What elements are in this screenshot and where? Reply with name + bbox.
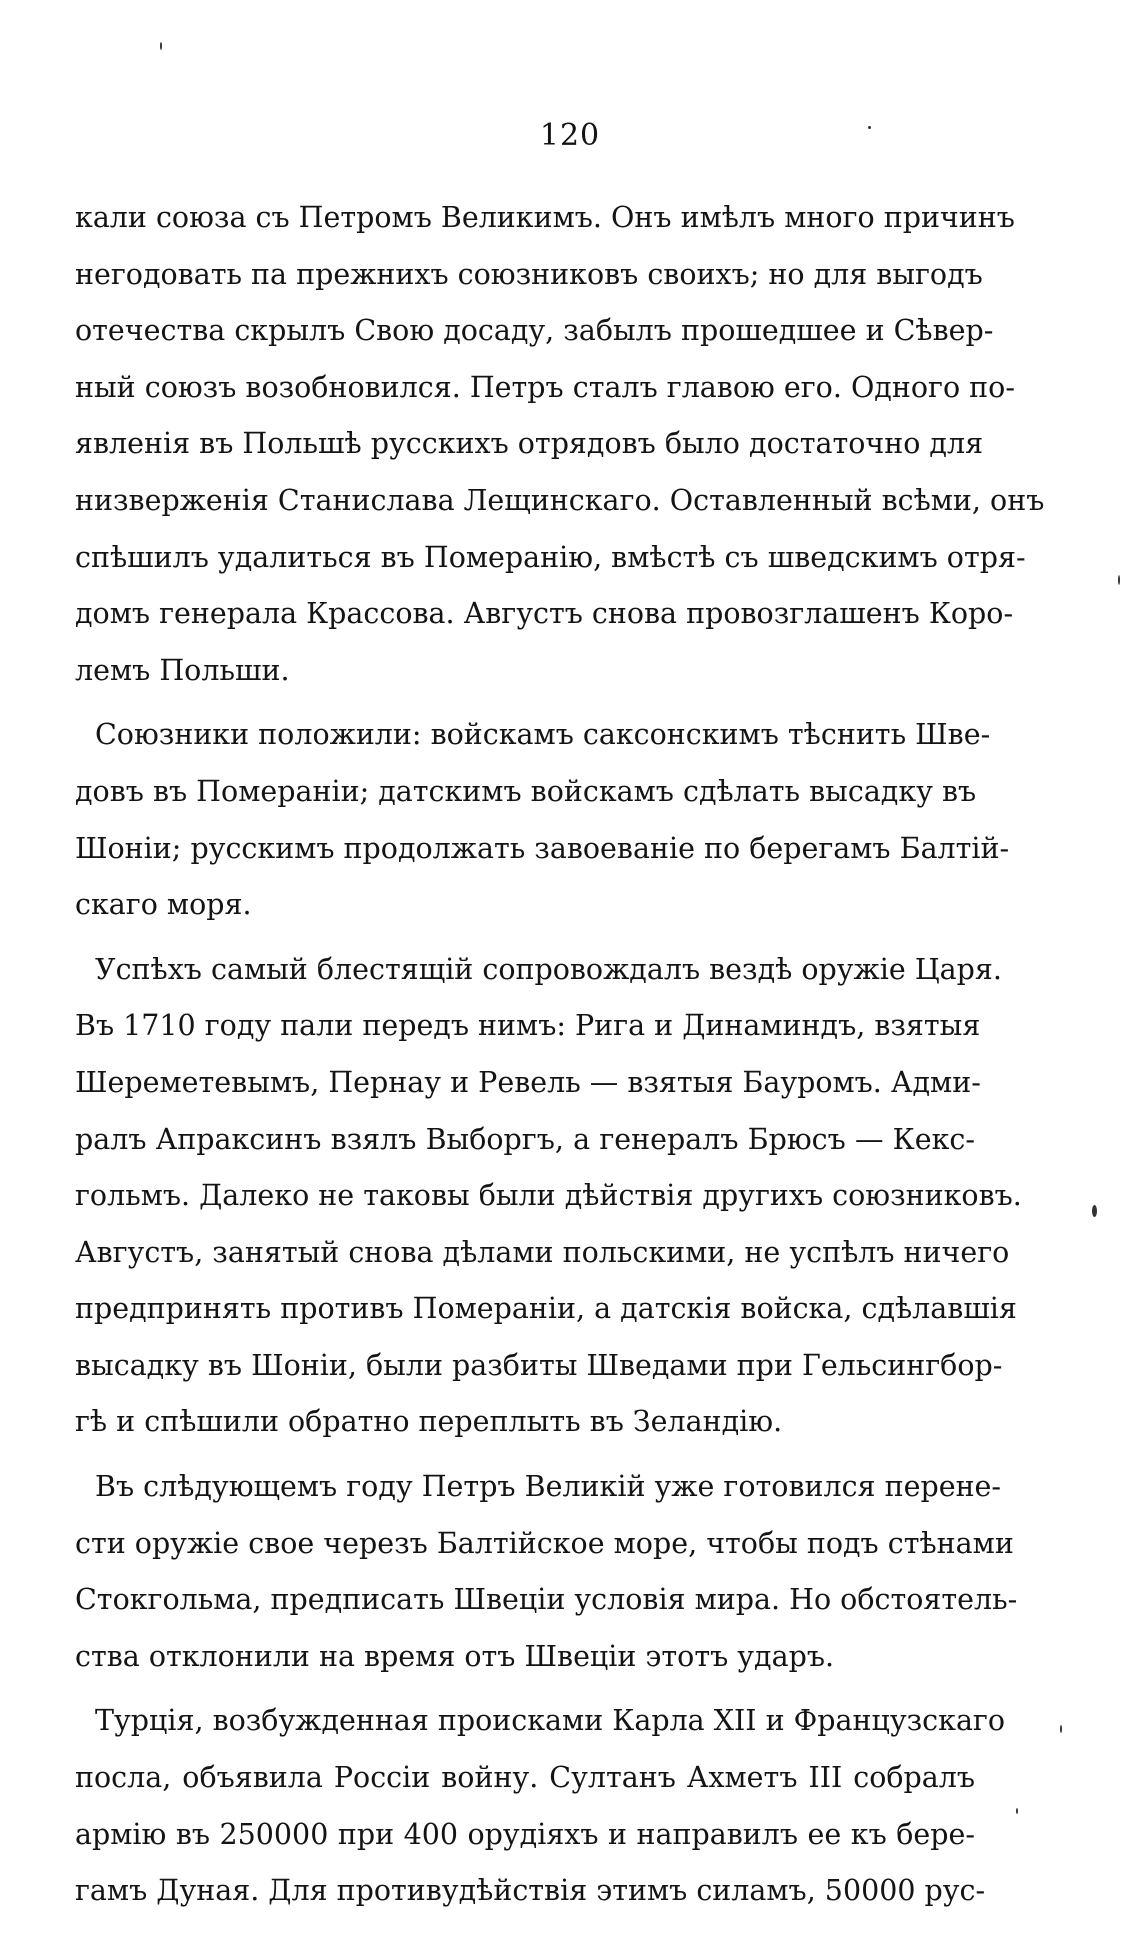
paragraph <box>75 1693 1006 1919</box>
paragraph <box>75 942 1022 1451</box>
page-number: 120 <box>539 118 601 153</box>
text-line: гѣ и спѣшили обратно переплыть въ Зеландію. <box>75 1405 783 1439</box>
text-line: низверженія Станислава Лещинскаго. Оставленный всѣми, онъ <box>75 483 1045 517</box>
text-line: Союзники положили: войскамъ саксонскимъ тѣснить Шве- <box>95 718 991 752</box>
text-line: ства отклонили на время отъ Швеціи этотъ ударъ. <box>75 1639 835 1673</box>
text-line: Августъ, занятый снова дѣлами польскими, не успѣлъ ничего <box>75 1235 1010 1269</box>
text-line: спѣшилъ удалиться въ Померанію, вмѣстѣ съ шведскимъ отря- <box>75 540 1026 574</box>
text-line: негодовать па прежнихъ союзниковъ своихъ; но для выгодъ <box>75 257 983 291</box>
text-line: ный союзъ возобновился. Петръ сталъ главою его. Одного по- <box>75 370 1015 404</box>
text-line: Шереметевымъ, Пернау и Ревель — взятыя Бауромъ. Адми- <box>75 1065 981 1099</box>
text-line: Въ 1710 году пали передъ нимъ: Рига и Динаминдъ, взятыя <box>75 1009 981 1043</box>
paragraph <box>75 1459 1018 1685</box>
scan-speck <box>1092 1205 1097 1217</box>
text-line: явленія въ Польшѣ русскихъ отрядовъ было достаточно для <box>75 427 984 461</box>
text-line: гольмъ. Далеко не таковы были дѣйствія другихъ союзниковъ. <box>75 1179 1022 1213</box>
text-line: Стокгольма, предписать Швеціи условія мира. Но обстоятель- <box>75 1583 1018 1617</box>
scan-speck <box>1016 1808 1018 1814</box>
text-line: сти оружіе свое черезъ Балтійское море, чтобы подъ стѣнами <box>75 1526 1014 1560</box>
scan-speck <box>1060 1725 1062 1733</box>
text-line: кали союза съ Петромъ Великимъ. Онъ имѣлъ много причинъ <box>75 201 1015 234</box>
text-line: довъ въ Помераніи; датскимъ войскамъ сдѣлать высадку въ <box>75 774 977 808</box>
paragraph <box>75 190 1045 699</box>
text-line: ралъ Апраксинъ взялъ Выборгъ, а генералъ Брюсъ — Кекс- <box>75 1122 975 1156</box>
text-line: Шоніи; русскимъ продолжать завоеваніе по берегамъ Балтій- <box>75 831 1010 865</box>
text-line: Въ слѣдующемъ году Петръ Великій уже готовился перене- <box>95 1470 1002 1504</box>
paragraph <box>75 707 1010 933</box>
scan-speck <box>1118 575 1120 585</box>
page-body <box>75 190 1045 1920</box>
text-line: Успѣхъ самый блестящій сопровождалъ вездѣ оружіе Царя. <box>95 952 1002 986</box>
text-line: скаго моря. <box>75 888 252 922</box>
text-line: армію въ 250000 при 400 орудіяхъ и направилъ ее къ бере- <box>75 1817 975 1851</box>
text-line: посла, объявила Россіи войну. Султанъ Ахметъ III собралъ <box>75 1761 975 1795</box>
text-line: высадку въ Шоніи, были разбиты Шведами при Гельсингбор- <box>75 1348 1003 1382</box>
scan-speck <box>868 126 871 129</box>
text-line: лемъ Польши. <box>75 653 290 687</box>
text-line: гамъ Дуная. Для противудѣйствія этимъ силамъ, 50000 рус- <box>75 1874 986 1908</box>
text-line: отечества скрылъ Свою досаду, забылъ прошедшее и Сѣвер- <box>75 314 994 348</box>
text-line: домъ генерала Крассова. Августъ снова провозглашенъ Коро- <box>75 597 1014 631</box>
scan-speck <box>160 42 162 50</box>
text-line: Турція, возбужденная происками Карла XII и Французскаго <box>95 1704 1006 1738</box>
text-line: предпринять противъ Помераніи, а датскія войска, сдѣлавшія <box>75 1292 1017 1326</box>
